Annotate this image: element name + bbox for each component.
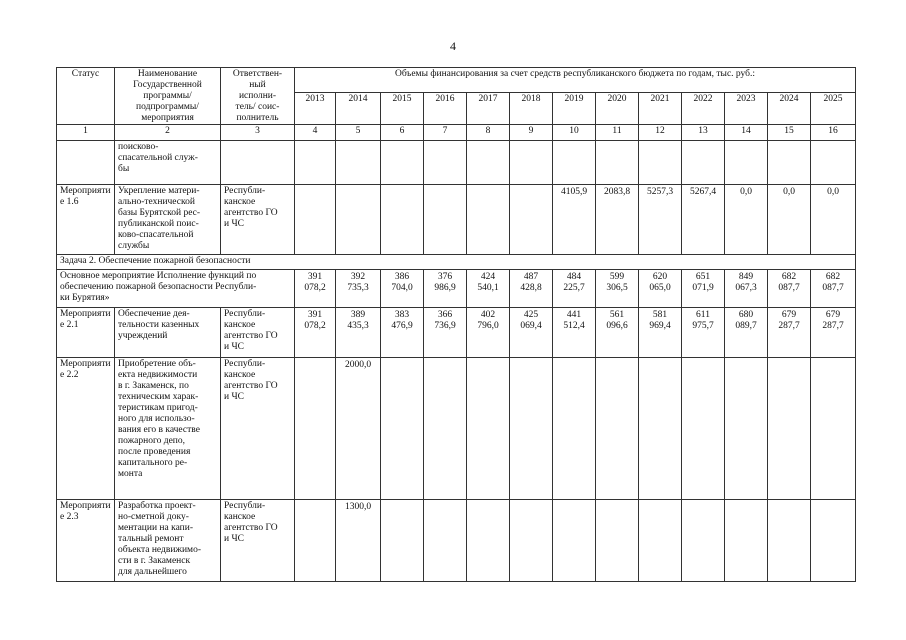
column-number-row xyxy=(57,125,856,141)
value-cell: 682 087,7 xyxy=(768,270,811,308)
value-cell xyxy=(639,358,682,500)
column-number: 1 xyxy=(57,125,115,141)
value-cell xyxy=(725,500,768,582)
value-cell xyxy=(811,500,856,582)
value-cell: 425 069,4 xyxy=(510,308,553,358)
value-cell xyxy=(811,141,856,185)
year-cell: 2013 xyxy=(295,93,336,125)
year-cell: 2020 xyxy=(596,93,639,125)
value-cell: 484 225,7 xyxy=(553,270,596,308)
value-cell xyxy=(596,141,639,185)
year-cell: 2017 xyxy=(467,93,510,125)
value-cell: 389 435,3 xyxy=(336,308,381,358)
executor-cell: Республи- канское агентство ГО и ЧС xyxy=(221,308,295,358)
page-number: 4 xyxy=(450,39,456,53)
activity-name-cell: Обеспечение дея- тельности казенных учреждений xyxy=(115,308,221,358)
value-cell xyxy=(381,500,424,582)
value-cell: 441 512,4 xyxy=(553,308,596,358)
value-cell xyxy=(381,185,424,255)
value-cell xyxy=(596,500,639,582)
value-cell xyxy=(510,500,553,582)
column-number: 6 xyxy=(381,125,424,141)
column-number: 3 xyxy=(221,125,295,141)
value-cell xyxy=(467,141,510,185)
column-number: 4 xyxy=(295,125,336,141)
year-cell: 2025 xyxy=(811,93,856,125)
value-cell xyxy=(682,358,725,500)
table-row xyxy=(57,185,856,255)
value-cell: 2083,8 xyxy=(596,185,639,255)
value-cell: 392 735,3 xyxy=(336,270,381,308)
table-row xyxy=(57,500,856,582)
funding-table xyxy=(56,67,856,582)
column-number: 15 xyxy=(768,125,811,141)
status-cell: Мероприятие 1.6 xyxy=(57,185,115,255)
value-cell xyxy=(295,141,336,185)
value-cell: 651 071,9 xyxy=(682,270,725,308)
value-cell: 0,0 xyxy=(725,185,768,255)
value-cell xyxy=(424,500,467,582)
column-number: 16 xyxy=(811,125,856,141)
year-cell: 2019 xyxy=(553,93,596,125)
value-cell xyxy=(596,358,639,500)
year-cell: 2014 xyxy=(336,93,381,125)
table-row xyxy=(57,358,856,500)
value-cell xyxy=(336,141,381,185)
value-cell xyxy=(295,500,336,582)
value-cell xyxy=(424,358,467,500)
activity-name-cell: поисково- спасательной служ- бы xyxy=(115,141,221,185)
value-cell: 679 287,7 xyxy=(768,308,811,358)
table-row xyxy=(57,308,856,358)
value-cell: 680 089,7 xyxy=(725,308,768,358)
value-cell: 581 969,4 xyxy=(639,308,682,358)
year-cell: 2016 xyxy=(424,93,467,125)
value-cell xyxy=(639,500,682,582)
value-cell: 391 078,2 xyxy=(295,308,336,358)
task-2-heading: Задача 2. Обеспечение пожарной безопасности xyxy=(57,255,856,270)
value-cell xyxy=(510,185,553,255)
value-cell xyxy=(553,358,596,500)
column-number: 8 xyxy=(467,125,510,141)
column-number: 2 xyxy=(115,125,221,141)
column-number: 14 xyxy=(725,125,768,141)
value-cell xyxy=(467,500,510,582)
value-cell xyxy=(336,185,381,255)
column-number: 12 xyxy=(639,125,682,141)
value-cell: 386 704,0 xyxy=(381,270,424,308)
value-cell xyxy=(510,358,553,500)
main-activity-name: Основное мероприятие Исполнение функций по обеспечению пожарной безопасности Республи- ки Бурятия» xyxy=(57,270,295,308)
value-cell xyxy=(295,358,336,500)
value-cell xyxy=(553,141,596,185)
value-cell: 424 540,1 xyxy=(467,270,510,308)
status-cell: Мероприятие 2.1 xyxy=(57,308,115,358)
column-number: 5 xyxy=(336,125,381,141)
value-cell: 402 796,0 xyxy=(467,308,510,358)
activity-name-cell: Приобретение объ- екта недвижимости в г. Закаменск, по техническим харак- теристикам пригод- ного для использо- вания его в качестве пожарного депо, после проведения капитального ре- монта xyxy=(115,358,221,500)
value-cell xyxy=(682,500,725,582)
value-cell xyxy=(553,500,596,582)
column-number: 7 xyxy=(424,125,467,141)
year-cell: 2023 xyxy=(725,93,768,125)
column-number: 13 xyxy=(682,125,725,141)
value-cell: 0,0 xyxy=(768,185,811,255)
value-cell: 1300,0 xyxy=(336,500,381,582)
value-cell: 679 287,7 xyxy=(811,308,856,358)
year-cell: 2024 xyxy=(768,93,811,125)
year-cell: 2021 xyxy=(639,93,682,125)
header-status: Статус xyxy=(57,68,115,125)
main-activity-row xyxy=(57,270,856,308)
column-number: 9 xyxy=(510,125,553,141)
value-cell: 682 087,7 xyxy=(811,270,856,308)
value-cell: 487 428,8 xyxy=(510,270,553,308)
year-cell: 2015 xyxy=(381,93,424,125)
value-cell xyxy=(682,141,725,185)
value-cell: 849 067,3 xyxy=(725,270,768,308)
activity-name-cell: Укрепление матери- ально-технической базы Бурятской рес- публиканской поис- ково-спасательной службы xyxy=(115,185,221,255)
value-cell xyxy=(424,141,467,185)
column-number: 10 xyxy=(553,125,596,141)
table-row xyxy=(57,141,856,185)
value-cell: 611 975,7 xyxy=(682,308,725,358)
value-cell xyxy=(811,358,856,500)
executor-cell: Республи- канское агентство ГО и ЧС xyxy=(221,358,295,500)
value-cell: 620 065,0 xyxy=(639,270,682,308)
year-cell: 2018 xyxy=(510,93,553,125)
value-cell xyxy=(381,141,424,185)
value-cell xyxy=(768,500,811,582)
value-cell: 376 986,9 xyxy=(424,270,467,308)
value-cell xyxy=(381,358,424,500)
value-cell xyxy=(467,358,510,500)
value-cell: 2000,0 xyxy=(336,358,381,500)
header-name: Наименование Государственной программы/ подпрограммы/ мероприятия xyxy=(115,68,221,125)
value-cell: 366 736,9 xyxy=(424,308,467,358)
value-cell xyxy=(639,141,682,185)
value-cell: 383 476,9 xyxy=(381,308,424,358)
executor-cell: Республи- канское агентство ГО и ЧС xyxy=(221,500,295,582)
header-funding: Объемы финансирования за счет средств республиканского бюджета по годам, тыс. руб.: xyxy=(295,68,856,93)
value-cell xyxy=(725,141,768,185)
value-cell xyxy=(768,141,811,185)
value-cell xyxy=(768,358,811,500)
value-cell: 561 096,6 xyxy=(596,308,639,358)
value-cell: 5257,3 xyxy=(639,185,682,255)
value-cell xyxy=(424,185,467,255)
year-cell: 2022 xyxy=(682,93,725,125)
column-number: 11 xyxy=(596,125,639,141)
value-cell xyxy=(295,185,336,255)
status-cell: Мероприятие 2.2 xyxy=(57,358,115,500)
executor-cell xyxy=(221,141,295,185)
value-cell: 4105,9 xyxy=(553,185,596,255)
task-row xyxy=(57,255,856,270)
executor-cell: Республи- канское агентство ГО и ЧС xyxy=(221,185,295,255)
value-cell xyxy=(467,185,510,255)
status-cell xyxy=(57,141,115,185)
value-cell: 5267,4 xyxy=(682,185,725,255)
value-cell: 0,0 xyxy=(811,185,856,255)
value-cell: 391 078,2 xyxy=(295,270,336,308)
header-row xyxy=(57,68,856,93)
value-cell xyxy=(510,141,553,185)
value-cell xyxy=(725,358,768,500)
value-cell: 599 306,5 xyxy=(596,270,639,308)
header-executor: Ответствен- ный исполни- тель/ соис- полнитель xyxy=(221,68,295,125)
status-cell: Мероприятие 2.3 xyxy=(57,500,115,582)
activity-name-cell: Разработка проект- но-сметной доку- ментации на капи- тальный ремонт объекта недвижимо- сти в г. Закаменск для дальнейшего xyxy=(115,500,221,582)
